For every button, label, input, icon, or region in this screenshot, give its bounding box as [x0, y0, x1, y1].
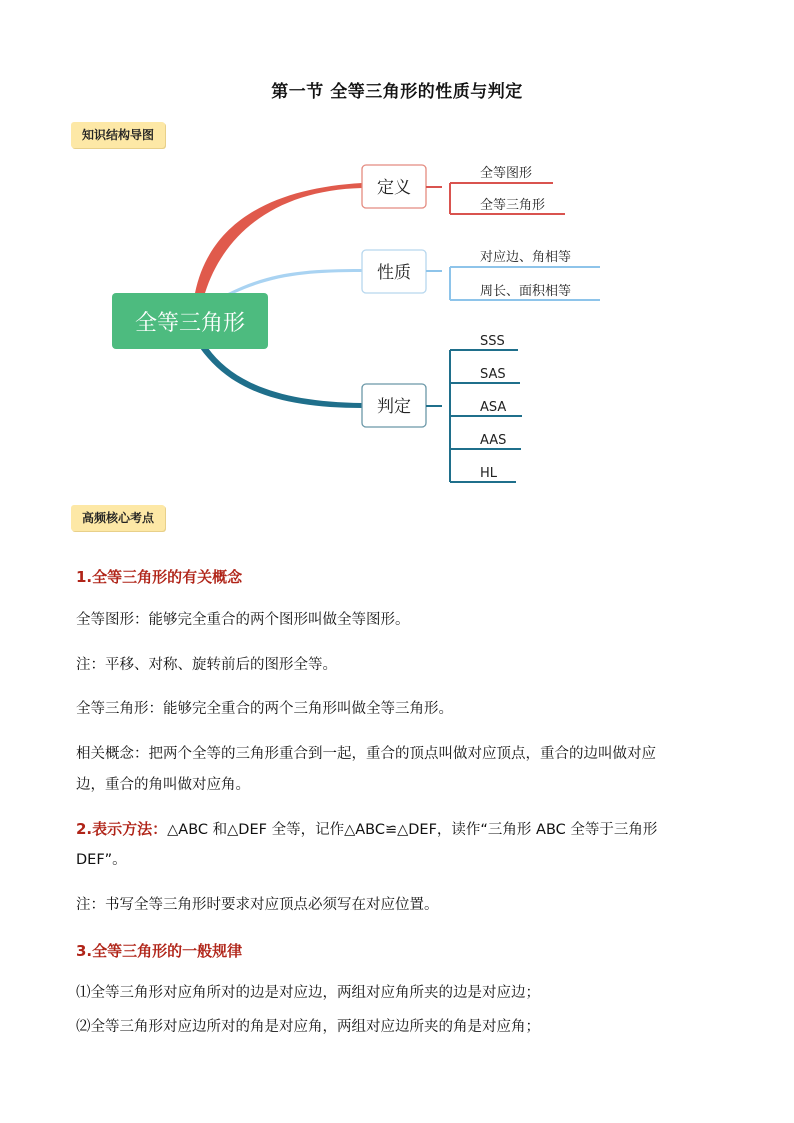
- mindmap-node-label-definition: 定义: [377, 178, 411, 198]
- branch-curve-property: [228, 269, 362, 293]
- notation-text-line1: △ABC 和△DEF 全等，记作△ABC≌△DEF，读作“三角形 ABC 全等于三角形: [167, 822, 658, 838]
- leaf-judgement-sas: SAS: [480, 367, 506, 382]
- leaf-property-2: 周长、面积相等: [480, 284, 572, 299]
- paragraph-note-transform: 注：平移、对称、旋转前后的图形全等。: [76, 657, 337, 673]
- paragraph-related-concepts-line1: 相关概念：把两个全等的三角形重合到一起，重合的顶点叫做对应顶点，重合的边叫做对应: [76, 746, 656, 762]
- paragraph-related-concepts-line2: 边，重合的角叫做对应角。: [76, 777, 250, 793]
- mind-map: [100, 150, 620, 490]
- leaf-judgement-hl: HL: [480, 466, 498, 481]
- rule-item-2: ⑵全等三角形对应边所对的角是对应角，两组对应边所夹的角是对应角；: [76, 1019, 540, 1035]
- branch-curve-judgement: [200, 348, 362, 408]
- mindmap-node-label-property: 性质: [377, 263, 411, 283]
- section-2-heading: 2.表示方法：: [76, 820, 168, 838]
- leaf-definition-1: 全等图形: [480, 166, 533, 181]
- paragraph-notation-line2: DEF”。: [76, 852, 127, 868]
- section-3-heading: 3.全等三角形的一般规律: [76, 942, 243, 960]
- paragraph-notation-line1: [76, 814, 726, 846]
- leaf-judgement-sss: SSS: [480, 334, 505, 349]
- section-1-heading: 1.全等三角形的有关概念: [76, 568, 243, 586]
- mindmap-node-label-judgement: 判定: [377, 397, 411, 417]
- rule-item-1: ⑴全等三角形对应角所对的边是对应边，两组对应角所夹的边是对应边；: [76, 985, 540, 1001]
- page-title: 第一节 全等三角形的性质与判定: [271, 82, 523, 102]
- leaf-connector-judgement: [426, 350, 522, 482]
- section-tag-core: 高频核心考点: [71, 505, 165, 531]
- section-tag-mindmap: 知识结构导图: [71, 122, 165, 148]
- paragraph-congruent-figures: 全等图形：能够完全重合的两个图形叫做全等图形。: [76, 612, 410, 628]
- mindmap-center-label: 全等三角形: [134, 311, 246, 336]
- paragraph-note-vertices: 注：书写全等三角形时要求对应顶点必须写在对应位置。: [76, 897, 439, 913]
- leaf-property-1: 对应边、角相等: [480, 250, 572, 265]
- leaf-judgement-aas: AAS: [480, 433, 507, 448]
- leaf-definition-2: 全等三角形: [480, 198, 546, 213]
- leaf-judgement-asa: ASA: [480, 400, 507, 415]
- paragraph-congruent-triangles: 全等三角形：能够完全重合的两个三角形叫做全等三角形。: [76, 701, 453, 717]
